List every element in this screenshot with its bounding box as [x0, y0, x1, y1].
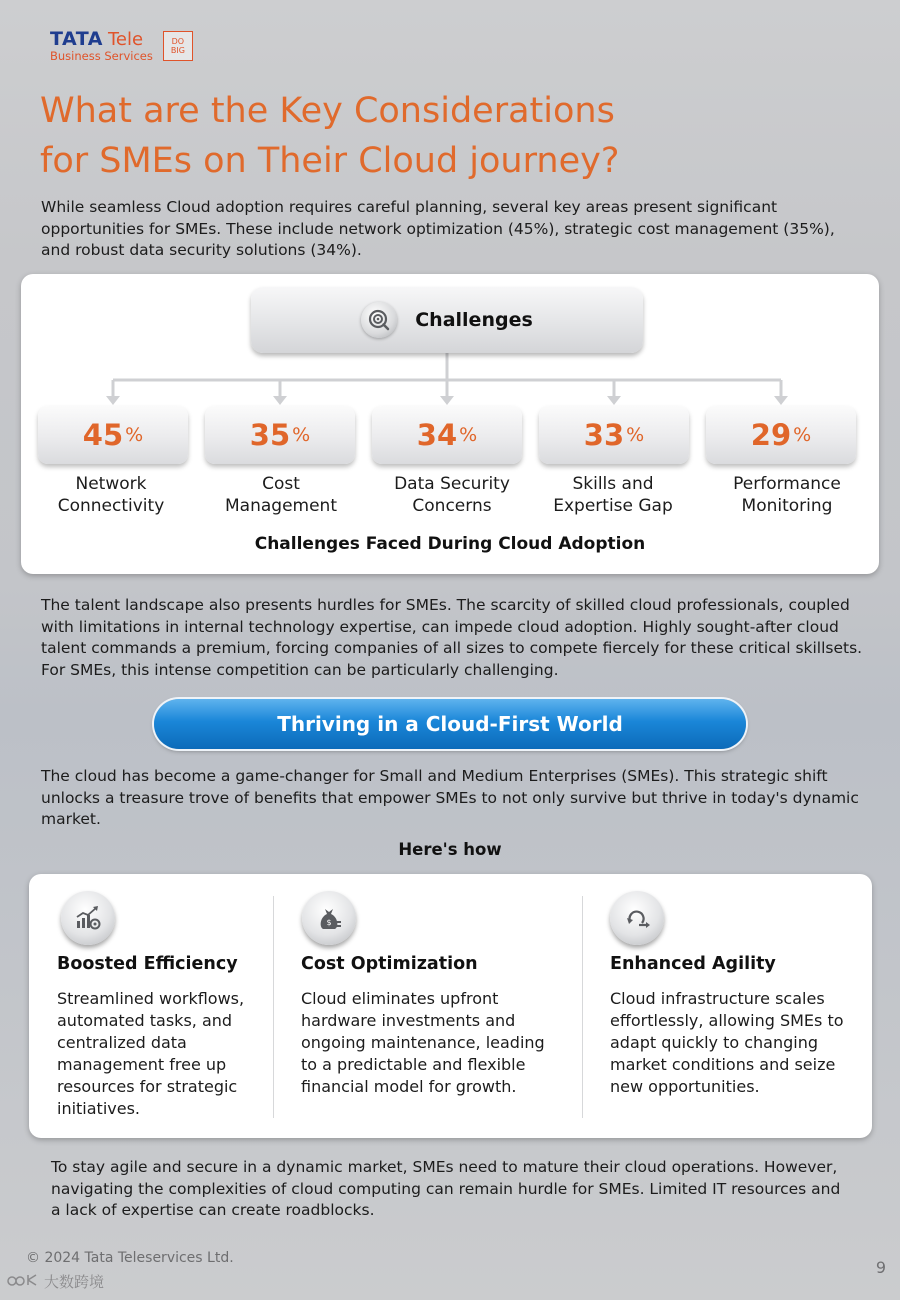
benefit-title: Cost Optimization: [301, 954, 478, 974]
cloud-intro-paragraph: The cloud has become a game-changer for Small and Medium Enterprises (SMEs). This strategic shift unlocks a treasure trove of benefits that empower SMEs to not only survive but thrive in today's dynamic market.: [41, 767, 859, 828]
agility-arrows-icon: [610, 891, 664, 945]
stat-label-line: Skills and: [572, 474, 654, 494]
challenges-caption: Challenges Faced During Cloud Adoption: [254, 534, 646, 554]
benefit-text: Cloud eliminates upfront hardware investments and ongoing maintenance, leading to a predictable and flexible financial model for growth.: [301, 989, 545, 1096]
stat-box-performance: [706, 406, 856, 464]
stat-label-line: Cost: [262, 474, 300, 494]
watermark: [6, 1271, 104, 1292]
stat-label-performance: [702, 473, 872, 517]
stat-box-security: [372, 406, 522, 464]
stat-percent: %: [125, 424, 144, 446]
stat-value: 34: [416, 418, 458, 452]
stat-label-line: Connectivity: [57, 496, 165, 516]
stat-label-line: Performance: [733, 474, 841, 494]
do-big-badge: [163, 31, 193, 61]
benefit-title: Boosted Efficiency: [57, 954, 238, 974]
stat-value: 33: [583, 418, 625, 452]
title-line-2: for SMEs on Their Cloud journey?: [40, 141, 620, 181]
benefits-card: [29, 874, 872, 1138]
stat-percent: %: [292, 424, 311, 446]
benefit-text: Cloud infrastructure scales effortlessly, allowing SMEs to adapt quickly to changing market conditions and seize new opportunities.: [610, 989, 844, 1096]
benefit-efficiency: [57, 874, 272, 1138]
stat-label-skills: [528, 473, 698, 517]
company-logo: [50, 30, 193, 63]
copyright-text: © 2024 Tata Teleservices Ltd.: [26, 1250, 234, 1266]
title-line-1: What are the Key Considerations: [40, 91, 615, 131]
stat-percent: %: [793, 424, 812, 446]
stat-percent: %: [459, 424, 478, 446]
stat-value: 29: [750, 418, 792, 452]
growth-chart-icon: [61, 891, 115, 945]
stat-label-line: Monitoring: [741, 496, 833, 516]
benefit-text: Streamlined workflows, automated tasks, and centralized data management free up resources for strategic initiatives.: [57, 989, 245, 1118]
cloud-first-banner: Thriving in a Cloud-First World: [154, 699, 746, 749]
stat-label-line: Expertise Gap: [553, 496, 673, 516]
badge-line-2: BIG: [170, 46, 185, 56]
money-bag-icon: [302, 891, 356, 945]
badge-line-1: DO: [171, 37, 185, 47]
stat-value: 35: [249, 418, 291, 452]
benefit-cost: [301, 874, 561, 1138]
target-search-icon: [361, 302, 397, 338]
stat-label-line: Data Security: [394, 474, 510, 494]
logo-tata-text: TATA: [50, 28, 103, 50]
stat-label-security: [367, 473, 537, 517]
stat-label-network: [26, 473, 196, 517]
column-divider: [273, 896, 274, 1118]
logo-tele-text: Tele: [108, 29, 144, 50]
benefit-title: Enhanced Agility: [610, 954, 776, 974]
page-title: [40, 86, 860, 186]
watermark-logo-icon: [6, 1272, 40, 1292]
stat-value: 45: [82, 418, 124, 452]
stat-percent: %: [626, 424, 645, 446]
stat-label-line: Network: [75, 474, 147, 494]
talent-paragraph: The talent landscape also presents hurdles for SMEs. The scarcity of skilled cloud professionals, coupled with limitations in internal technology expertise, can impede cloud adoption. Highly sought-after cloud talent commands a premium, forcing companies of all sizes to compete fiercely for these critical skillsets. For SMEs, this intense competition can be particularly challenging.: [41, 596, 863, 679]
challenges-card: [21, 274, 879, 574]
svg-text:$: $: [326, 918, 332, 927]
page-number: 9: [875, 1258, 886, 1277]
closing-paragraph: To stay agile and secure in a dynamic market, SMEs need to mature their cloud operations. However, navigating the complexities of cloud computing can remain hurdle for SMEs. Limited IT resources and a lack of expertise can create roadblocks.: [51, 1158, 841, 1219]
intro-paragraph: While seamless Cloud adoption requires careful planning, several key areas present significant opportunities for SMEs. These include network optimization (45%), strategic cost management (35%), and robust data security solutions (34%).: [41, 198, 835, 259]
logo-subtitle: Business Services: [50, 49, 153, 63]
stat-box-cost: [205, 406, 355, 464]
heres-how-heading: Here's how: [398, 840, 502, 859]
challenges-header: [251, 287, 643, 353]
column-divider: [582, 896, 583, 1118]
stat-label-line: Management: [225, 496, 337, 516]
stat-label-line: Concerns: [412, 496, 492, 516]
stat-label-cost: [196, 473, 366, 517]
stat-box-skills: [539, 406, 689, 464]
stat-box-network: [38, 406, 188, 464]
challenges-title: Challenges: [415, 309, 533, 331]
watermark-text: 大数跨境: [44, 1273, 105, 1291]
benefit-agility: [610, 874, 855, 1138]
